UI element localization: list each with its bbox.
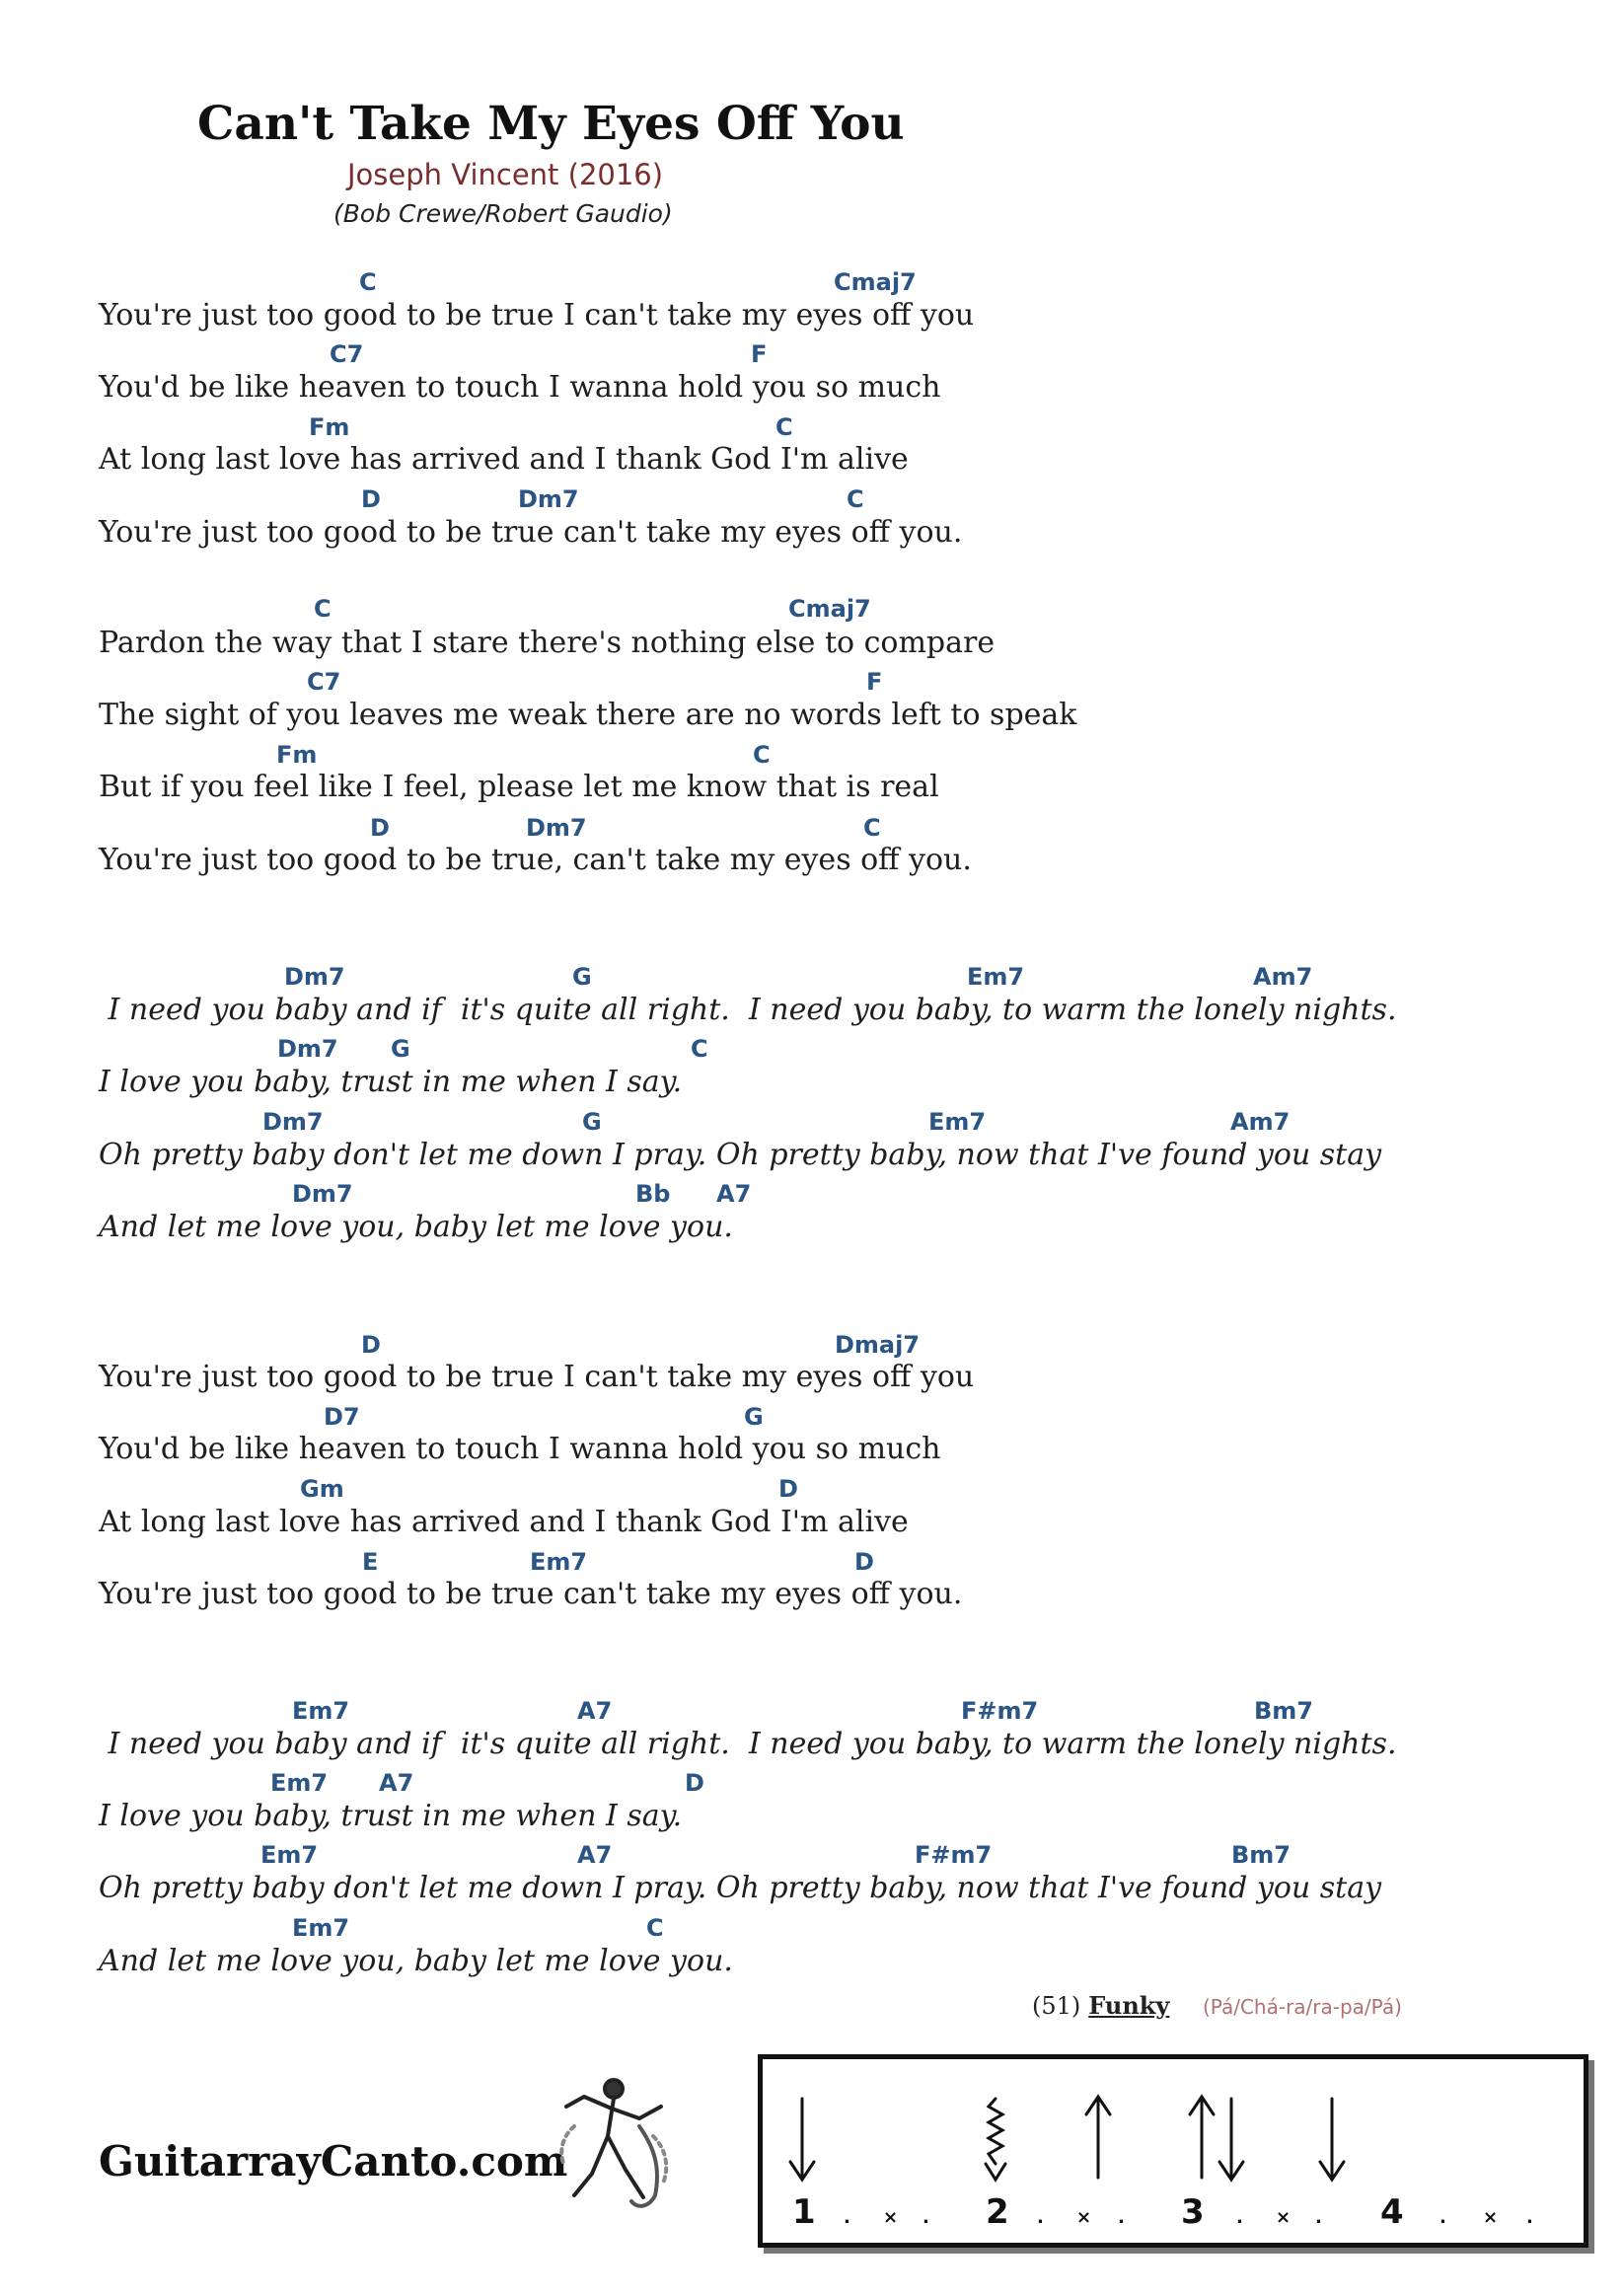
beat-sub: × — [883, 2207, 899, 2228]
chord: C — [691, 1035, 708, 1063]
chord: F#m7 — [915, 1841, 993, 1869]
lyric-line: You're just too good to be true can't take my eyes off you. — [99, 1577, 963, 1611]
beat-sub: . — [1526, 2207, 1533, 2228]
dancer-logo-icon — [545, 2067, 683, 2215]
chord: Dm7 — [262, 1108, 324, 1136]
lyric-line: You're just too good to be true I can't take my eyes off you — [99, 298, 975, 333]
beat-number: 3 — [1181, 2192, 1205, 2232]
chord: Dm7 — [277, 1035, 338, 1063]
lyric-line: And let me love you, baby let me love you. — [99, 1210, 733, 1244]
chord: Cmaj7 — [834, 268, 917, 296]
down-arrow-icon — [790, 2099, 814, 2180]
beat-number: 4 — [1380, 2192, 1404, 2232]
beat-sub: . — [1315, 2207, 1322, 2228]
chord: Fm — [309, 413, 350, 441]
down-arrow-icon — [1320, 2099, 1344, 2180]
chord: D — [778, 1475, 798, 1503]
chord: C — [753, 741, 771, 769]
lyric-line: I need you baby and if it's quite all right. I need you baby, to warm the lonely nights. — [99, 1727, 1397, 1761]
up-arrow-icon — [1190, 2097, 1214, 2178]
lyric-line: And let me love you, baby let me love you. — [99, 1944, 733, 1978]
lyric-line: At long last love has arrived and I thank God I'm alive — [99, 442, 909, 477]
chord: D — [854, 1548, 874, 1576]
rhythm-label — [1032, 1991, 1169, 2020]
chord: D — [361, 1331, 381, 1359]
chord: Em7 — [967, 963, 1025, 991]
chord: Dm7 — [284, 963, 345, 991]
chord: Dmaj7 — [835, 1331, 921, 1359]
chord: G — [572, 963, 592, 991]
strum-pattern-box — [758, 2054, 1588, 2248]
chord: Em7 — [928, 1108, 987, 1136]
chord: G — [391, 1035, 410, 1063]
beat-number: 1 — [792, 2192, 816, 2232]
chord: D7 — [324, 1403, 360, 1431]
rhythm-pattern-text: (Pá/Chá-ra/ra-pa/Pá) — [1203, 1995, 1402, 2019]
rhythm-number: (51) — [1032, 1992, 1081, 2020]
chord: D — [685, 1769, 704, 1797]
chord: Em7 — [260, 1841, 319, 1869]
chord: A7 — [716, 1180, 752, 1208]
lyric-line: You'd be like heaven to touch I wanna hold you so much — [99, 370, 941, 405]
beat-sub: × — [1276, 2207, 1292, 2228]
chord: C7 — [330, 340, 364, 368]
chord: G — [582, 1108, 602, 1136]
chord: Em7 — [530, 1548, 588, 1576]
chord: Am7 — [1230, 1108, 1291, 1136]
down-arrow-icon — [1219, 2099, 1243, 2180]
beat-sub: . — [923, 2207, 929, 2228]
chord: Bb — [635, 1180, 671, 1208]
chord: Fm — [276, 741, 318, 769]
lyric-line: Oh pretty baby don't let me down I pray. Oh pretty baby, now that I've found you stay — [99, 1871, 1382, 1905]
chord: C — [314, 595, 332, 623]
chord: F — [751, 340, 768, 368]
chord: Gm — [300, 1475, 344, 1503]
chord: C — [863, 814, 881, 842]
lyric-line: You're just too good to be true I can't take my eyes off you — [99, 1360, 975, 1394]
chord: Am7 — [1253, 963, 1313, 991]
lyric-line: Pardon the way that I stare there's nothing else to compare — [99, 626, 996, 660]
up-arrow-icon — [1086, 2097, 1110, 2178]
lyric-line: You're just too good to be true, can't take my eyes off you. — [99, 843, 972, 877]
chord: A7 — [577, 1697, 613, 1725]
song-artist: Joseph Vincent (2016) — [347, 158, 664, 191]
chord: D — [361, 485, 381, 513]
chord: C — [646, 1914, 664, 1942]
chord: E — [362, 1548, 379, 1576]
beat-sub: . — [1118, 2207, 1125, 2228]
beat-sub: . — [844, 2207, 850, 2228]
chord: A7 — [577, 1841, 613, 1869]
chord: Em7 — [292, 1914, 350, 1942]
lyric-line: But if you feel like I feel, please let me know that is real — [99, 770, 939, 804]
chord: Dm7 — [526, 814, 587, 842]
chord: C — [359, 268, 377, 296]
chord: C — [775, 413, 793, 441]
beat-sub: . — [1236, 2207, 1243, 2228]
chord: C7 — [307, 668, 341, 696]
beat-sub: × — [1076, 2207, 1092, 2228]
chord: A7 — [379, 1769, 414, 1797]
beat-sub: × — [1483, 2207, 1499, 2228]
site-brand: GuitarrayCanto.com — [99, 2137, 568, 2185]
chord: F#m7 — [961, 1697, 1039, 1725]
song-writers: (Bob Crewe/Robert Gaudio) — [333, 199, 673, 228]
lyric-line: I love you baby, trust in me when I say. — [99, 1799, 683, 1833]
lyric-line: At long last love has arrived and I thank God I'm alive — [99, 1505, 909, 1539]
beat-sub: . — [1439, 2207, 1446, 2228]
lyric-line: I love you baby, trust in me when I say. — [99, 1065, 683, 1099]
chord: F — [866, 668, 883, 696]
chord: C — [847, 485, 864, 513]
song-title: Can't Take My Eyes Off You — [197, 97, 905, 151]
chord: G — [744, 1403, 764, 1431]
chord: Cmaj7 — [788, 595, 871, 623]
chord: D — [370, 814, 390, 842]
lyric-line: Oh pretty baby don't let me down I pray. Oh pretty baby, now that I've found you stay — [99, 1138, 1382, 1172]
lyric-line: You'd be like heaven to touch I wanna hold you so much — [99, 1432, 941, 1466]
lyric-line: I need you baby and if it's quite all right. I need you baby, to warm the lonely nights. — [99, 993, 1397, 1027]
chord: Dm7 — [518, 485, 579, 513]
lyric-line: The sight of you leaves me weak there are no words left to speak — [99, 698, 1077, 732]
beat-number: 2 — [986, 2192, 1009, 2232]
lyric-line: You're just too good to be true can't take my eyes off you. — [99, 515, 963, 550]
muted-strum-icon — [986, 2099, 1005, 2180]
chord: Bm7 — [1254, 1697, 1313, 1725]
chord: Dm7 — [292, 1180, 353, 1208]
rhythm-name: Funky — [1088, 1991, 1170, 2020]
beat-sub: . — [1037, 2207, 1044, 2228]
chord: Bm7 — [1231, 1841, 1291, 1869]
chord: Em7 — [292, 1697, 350, 1725]
chord: Em7 — [270, 1769, 329, 1797]
